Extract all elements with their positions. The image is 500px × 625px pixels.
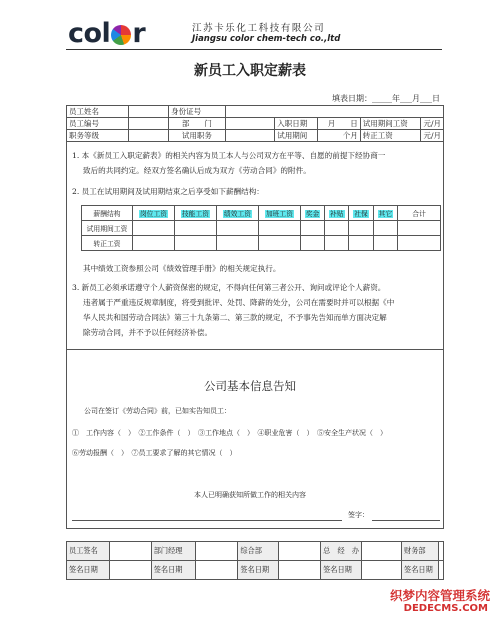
table-cell: 员工编号 — [67, 118, 129, 130]
table-cell[interactable] — [373, 236, 397, 251]
table-cell: 转正工资 — [82, 236, 133, 251]
table-cell: 签名日期 — [151, 561, 196, 580]
table-cell[interactable] — [129, 118, 169, 130]
table-cell[interactable] — [216, 236, 258, 251]
table-cell: 签名日期 — [67, 561, 110, 580]
table-cell[interactable] — [398, 221, 441, 236]
company-name-cn: 江苏卡乐化工科技有限公司 — [192, 23, 326, 34]
table-cell[interactable] — [439, 561, 444, 580]
table-header-cell: 其它 — [373, 206, 397, 221]
signature-label: 签字： — [348, 511, 369, 519]
table-cell[interactable] — [129, 106, 169, 118]
table-header-cell: 奖金 — [300, 206, 324, 221]
table-cell: 转正工资 — [360, 130, 421, 142]
notice-intro: 公司在签订《劳动合同》前，已如实告知员工： — [84, 407, 231, 415]
table-cell: 试用期间 — [275, 130, 318, 142]
table-cell[interactable] — [300, 236, 324, 251]
signature-field[interactable] — [372, 512, 440, 521]
table-cell[interactable] — [225, 118, 275, 130]
clause-2: 2. 员工在试用期间及试用期结束之后享受如下薪酬结构： — [72, 187, 264, 196]
table-cell[interactable] — [325, 236, 349, 251]
table-cell[interactable]: 月 日 — [317, 118, 360, 130]
table-row — [67, 118, 444, 130]
table-cell[interactable] — [174, 236, 216, 251]
table-row — [82, 206, 441, 221]
clause-2-note: 其中绩效工资参照公司《绩效管理手册》的相关规定执行。 — [83, 264, 281, 273]
table-cell[interactable] — [133, 236, 175, 251]
table-cell: 部 门 — [169, 118, 225, 130]
notice-items-1: ① 工作内容（ ） ②工作条件（ ） ③工作地点（ ） ④职业危害（ ） ⑤安全生产状况（ ） — [72, 429, 387, 437]
table-cell: 试用期间工资 — [360, 118, 421, 130]
table-cell: 职务等级 — [67, 130, 129, 142]
color-wheel-icon — [111, 25, 131, 45]
table-cell[interactable] — [300, 221, 324, 236]
acknowledgement: 本人已明确获知所做工作的相关内容 — [194, 491, 306, 499]
table-cell: 签名日期 — [402, 561, 439, 580]
table-cell: 试用期间工资 — [82, 221, 133, 236]
company-logo: col r — [68, 18, 146, 49]
table-header-cell: 岗位工资 — [133, 206, 175, 221]
page-title: 新员工入职定薪表 — [194, 63, 306, 79]
table-row — [82, 236, 441, 251]
clause-1-line-1: 1. 本《新员工入职定薪表》的相关内容为员工本人与公司双方在平等、自愿的前提下经协商一 — [72, 151, 386, 160]
table-cell[interactable] — [109, 542, 151, 561]
table-cell[interactable] — [279, 561, 321, 580]
table-row — [67, 106, 444, 118]
table-header-cell: 绩效工资 — [216, 206, 258, 221]
table-cell: 总 经 办 — [321, 542, 362, 561]
fill-date: 填表日期：_____年___月___日 — [332, 94, 440, 103]
clause-3-line-1: 3. 新员工必须承诺遵守个人薪资保密的规定，不得向任何第三者公开、询问或评论个人薪资。 — [72, 283, 386, 292]
table-header-cell: 补贴 — [325, 206, 349, 221]
table-cell[interactable] — [325, 221, 349, 236]
table-cell: 员工签名 — [67, 542, 110, 561]
signature-table — [66, 541, 444, 580]
table-cell[interactable] — [439, 542, 444, 561]
id-number-field[interactable] — [225, 106, 443, 118]
table-header-cell: 技能工资 — [174, 206, 216, 221]
table-cell[interactable]: 个月 — [317, 130, 360, 142]
table-header-cell: 薪酬结构 — [82, 206, 133, 221]
watermark-line-2: DEDECMS.COM — [403, 603, 488, 614]
notice-title: 公司基本信息告知 — [204, 379, 296, 393]
table-cell[interactable] — [373, 221, 397, 236]
table-row — [82, 221, 441, 236]
table-row — [67, 542, 444, 561]
table-cell[interactable] — [362, 561, 402, 580]
table-cell: 财务部 — [402, 542, 439, 561]
table-cell[interactable] — [258, 221, 300, 236]
table-row — [67, 561, 444, 580]
table-header-cell: 社保 — [349, 206, 373, 221]
table-cell[interactable] — [216, 221, 258, 236]
clause-3-line-4: 除劳动合同，并不予以任何经济补偿。 — [83, 328, 213, 337]
clause-1-line-2: 致后的共同约定。经双方签名确认后成为双方《劳动合同》的附件。 — [83, 166, 311, 175]
table-cell: 身份证号 — [169, 106, 225, 118]
table-cell[interactable] — [196, 542, 238, 561]
table-cell[interactable] — [279, 542, 321, 561]
table-cell: 签名日期 — [321, 561, 362, 580]
table-header-cell: 加班工资 — [258, 206, 300, 221]
header-divider — [66, 49, 442, 50]
watermark-line-1: 织梦内容管理系统 — [389, 588, 490, 603]
signature-underline-left — [72, 512, 342, 521]
section-divider — [66, 349, 444, 350]
table-cell[interactable] — [174, 221, 216, 236]
table-cell: 员工姓名 — [67, 106, 129, 118]
table-cell: 入职日期 — [275, 118, 318, 130]
table-cell[interactable] — [109, 561, 151, 580]
table-cell[interactable] — [133, 221, 175, 236]
table-cell[interactable] — [196, 561, 238, 580]
clause-3-line-3: 华人民共和国劳动合同法》第三十九条第二、第三款的规定，不予事先告知而单方面决定解 — [83, 313, 387, 322]
table-cell[interactable] — [349, 221, 373, 236]
table-cell[interactable] — [258, 236, 300, 251]
table-header-cell: 合计 — [398, 206, 441, 221]
table-cell[interactable] — [349, 236, 373, 251]
clause-3-line-2: 违者属于严重违反规章制度，将受到批评、处罚、降薪的处分，公司在需要时并可以根据《中 — [83, 298, 395, 307]
table-cell: 综合部 — [238, 542, 279, 561]
notice-items-2: ⑥劳动报酬（ ） ⑦员工要求了解的其它情况（ ） — [72, 449, 237, 457]
table-cell[interactable] — [362, 542, 402, 561]
table-cell[interactable] — [398, 236, 441, 251]
table-cell[interactable] — [225, 130, 275, 142]
table-cell[interactable] — [129, 130, 169, 142]
table-cell[interactable]: 元/月 — [421, 130, 444, 142]
table-cell: 试用职务 — [169, 130, 225, 142]
company-name-en: Jiangsu color chem-tech co.,ltd — [192, 34, 341, 44]
table-row — [67, 130, 444, 142]
table-cell: 部门经理 — [151, 542, 196, 561]
salary-structure-table — [81, 205, 441, 251]
employee-info-table — [66, 105, 444, 142]
table-cell[interactable]: 元/月 — [421, 118, 444, 130]
table-cell: 签名日期 — [238, 561, 279, 580]
